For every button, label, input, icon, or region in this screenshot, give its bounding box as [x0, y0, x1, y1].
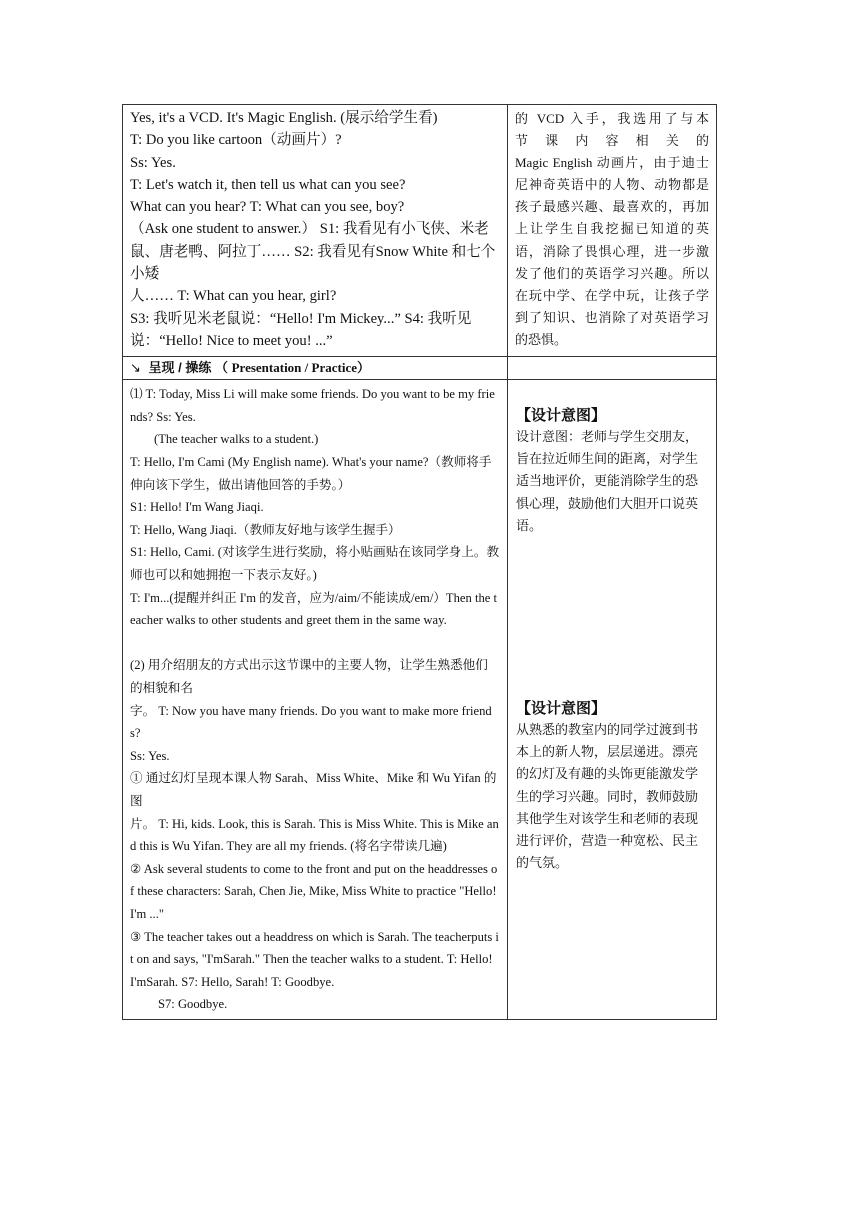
section-title-en: Presentation / Practice	[231, 360, 357, 376]
dialogue-line: S3: 我听见米老鼠说：“Hello! I'm Mickey...” S4: 我听见说：“Hello! Nice to meet you! ...”	[130, 310, 472, 349]
practice-line: (The teacher walks to a student.)	[154, 432, 319, 447]
lesson-table	[122, 104, 717, 1020]
arrow-icon: ↘	[130, 361, 141, 377]
dialogue-line: What can you hear? T: What can you see, boy?	[130, 199, 405, 216]
practice-line: S7: Goodbye.	[158, 997, 228, 1012]
rationale-cell	[508, 105, 717, 357]
practice-line: ① 通过幻灯呈现本课人物 Sarah、Miss White、Mike 和 Wu Yifan 的图	[130, 771, 497, 808]
design-intent-text: 从熟悉的教室内的同学过渡到书本上的新人物，层层递进。漂亮的幻灯及有趣的头饰更能激发学生的学习兴趣。同时，教师鼓励其他学生对该学生和老师的表现进行评价，营造一种宽松、民主的气氛。	[516, 722, 699, 870]
practice-line: Ss: Yes.	[130, 748, 170, 763]
practice-line: 片。 T: Hi, kids. Look, this is Sarah. This is Miss White. This is Mike and this is Wu Yifan. They are all my friends. (将名字带读几遍)	[130, 816, 499, 854]
design-intent-cell	[508, 380, 717, 1020]
rationale-line: 节 课 内 容 相 关 的	[515, 133, 709, 149]
dialogue-line: T: Let's watch it, then tell us what can you see?	[130, 176, 406, 193]
dialogue-line: 人…… T: What can you hear, girl?	[130, 288, 337, 305]
practice-line: T: Hello, I'm Cami (My English name). What's your name?（教师将手伸向该下学生，做出请他回答的手势。）	[130, 455, 492, 492]
practice-line: ⑴ T: Today, Miss Li will make some friends. Do you want to be my friends? Ss: Yes.	[130, 387, 495, 424]
practice-cell	[123, 380, 508, 1020]
practice-line: ③ The teacher takes out a headdress on which is Sarah. The teacherputs it on and says, "I'mSarah." Then the teacher walks to a student. T: Hello! I'mSarah. S7: Hello, Sarah! T: Goodbye.	[130, 929, 499, 989]
rationale-line: 的 VCD 入手，我选用了与本	[515, 111, 709, 126]
blank-line	[130, 632, 500, 655]
rationale-text: Magic English 动画片，由于迪士尼神奇英语中的人物、动物都是孩子最感兴趣、最喜欢的，再加上让学生自我挖掘已知道的英语，消除了畏惧心理，进一步激发了他们的英语学习兴趣。所以在玩中学、在学中玩，让孩子学到了知识、也消除了对英语学习的恐惧。	[515, 155, 709, 347]
dialogue-line: Yes, it's a VCD. It's Magic English. (展示给学生看)	[130, 110, 438, 126]
section-header-row	[123, 357, 717, 380]
section-header	[123, 357, 508, 380]
empty-header-cell	[508, 357, 717, 380]
design-intent-1	[516, 404, 708, 536]
dialogue-line: Ss: Yes.	[130, 154, 176, 171]
design-intent-tag: 【设计意图】	[516, 699, 607, 718]
design-intent-2	[516, 697, 708, 874]
practice-line: S1: Hello! I'm Wang Jiaqi.	[130, 500, 264, 515]
practice-line: (2) 用介绍朋友的方式出示这节课中的主要人物，让学生熟悉他们的相貌和名	[130, 658, 488, 695]
section-title-close: ）	[357, 360, 371, 376]
design-intent-text: 设计意图：老师与学生交朋友，旨在拉近师生间的距离，对学生适当地评价，更能消除学生的恐惧心理，鼓励他们大胆开口说英语。	[516, 429, 699, 533]
section-title-cn: 呈现 / 操练 （	[148, 360, 228, 376]
practice-line: 字。 T: Now you have many friends. Do you want to make more friends?	[130, 703, 492, 741]
dialogue-row	[123, 105, 717, 357]
dialogue-line: （Ask one student to answer.） S1: 我看见有小飞侠、米老鼠、唐老鸭、阿拉丁…… S2: 我看见有Snow White 和七个小矮	[130, 221, 496, 283]
design-intent-tag: 【设计意图】	[516, 406, 607, 425]
dialogue-line: T: Do you like cartoon（动画片）?	[130, 132, 342, 149]
practice-row	[123, 380, 717, 1020]
dialogue-cell	[123, 105, 508, 357]
practice-line: S1: Hello, Cami. (对该学生进行奖励，将小贴画贴在该同学身上。教师也可以和她拥抱一下表示友好。)	[130, 545, 500, 583]
practice-line: T: I'm...(提醒并纠正 I'm 的发音，应为/aim/不能读成/em/）Then the teacher walks to other students and greet them in the same way.	[130, 590, 497, 628]
practice-line: ② Ask several students to come to the front and put on the headdresses of these characters: Sarah, Chen Jie, Mike, Miss White to practice "Hello! I'm ..."	[130, 861, 498, 921]
practice-line: T: Hello, Wang Jiaqi.（教师友好地与该学生握手）	[130, 522, 401, 537]
